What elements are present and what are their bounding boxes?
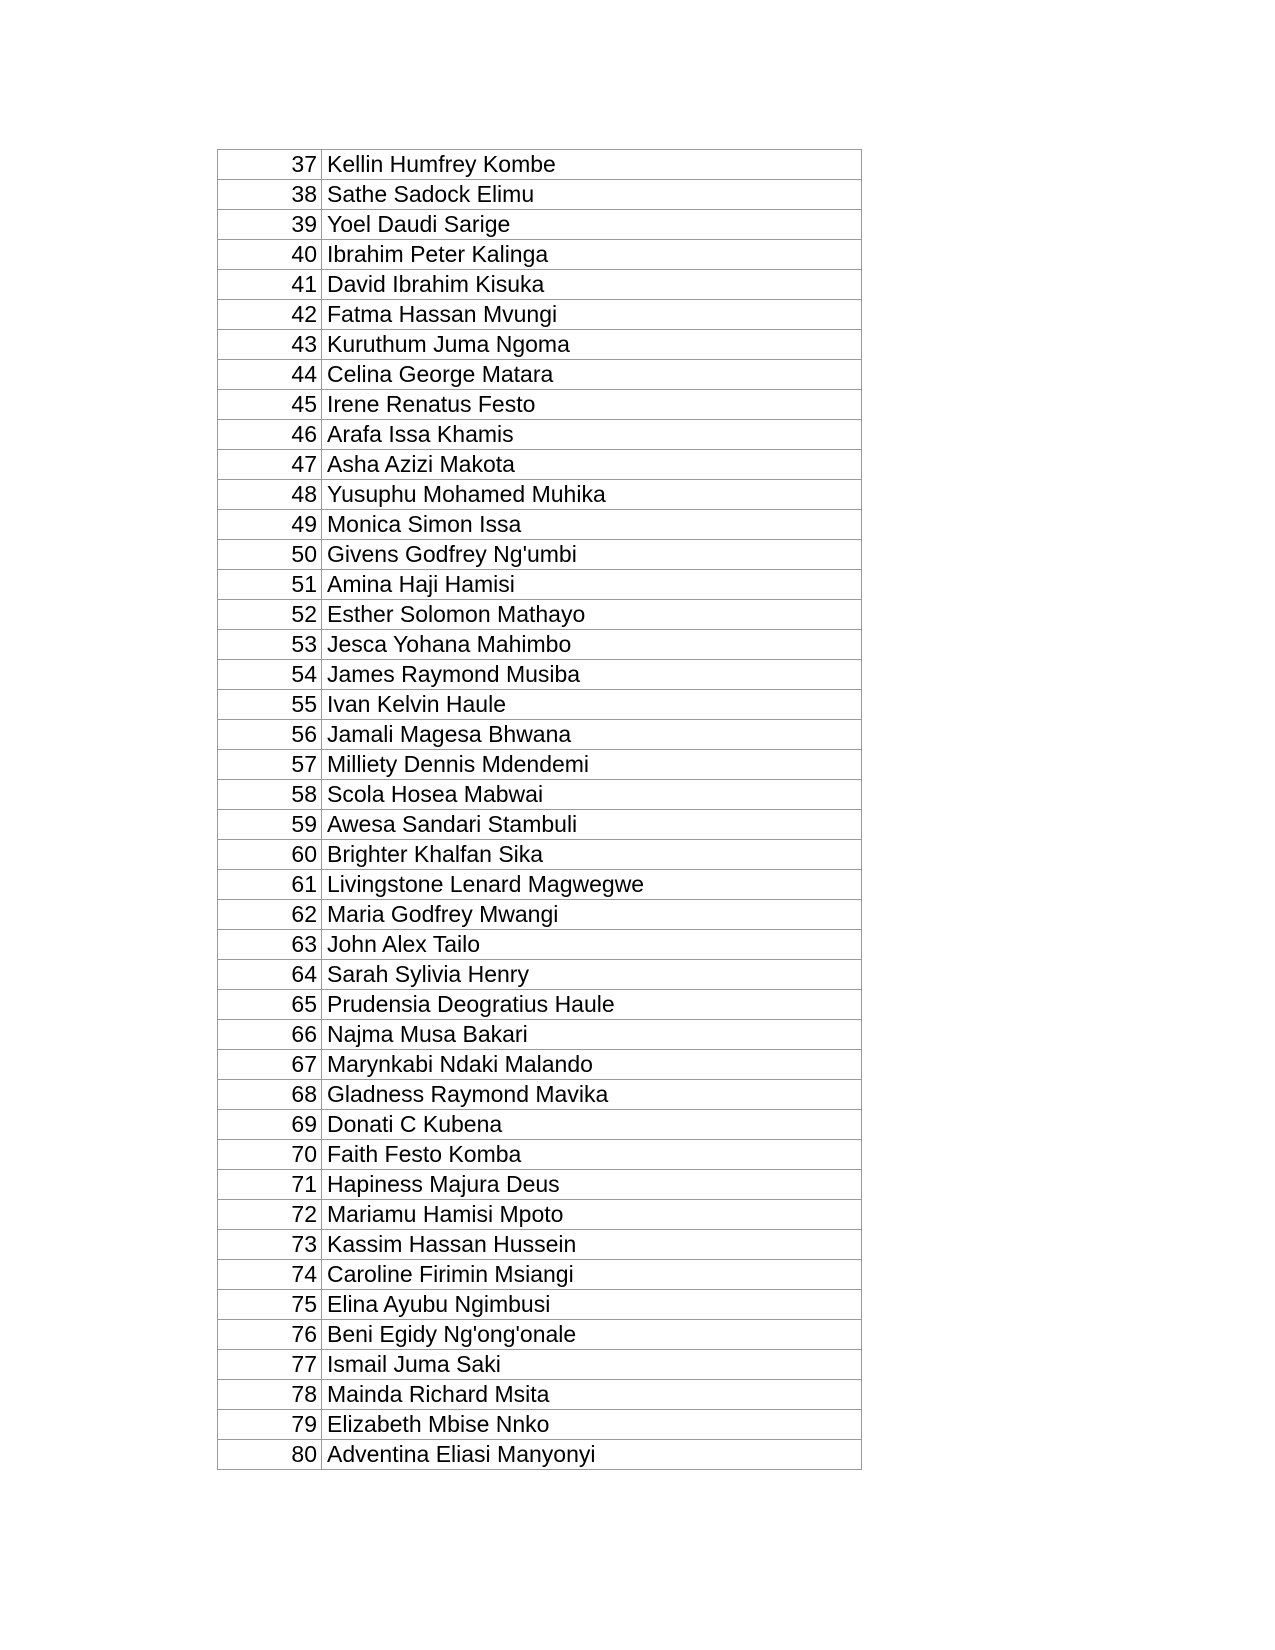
row-number-cell: 70	[218, 1140, 322, 1170]
person-name-cell: Yusuphu Mohamed Muhika	[322, 480, 862, 510]
row-number-cell: 51	[218, 570, 322, 600]
name-list-table	[217, 149, 862, 1470]
row-number-cell: 40	[218, 240, 322, 270]
table-row	[218, 1350, 862, 1380]
person-name-cell: Ibrahim Peter Kalinga	[322, 240, 862, 270]
row-number-cell: 55	[218, 690, 322, 720]
table-row	[218, 780, 862, 810]
row-number-cell: 47	[218, 450, 322, 480]
row-number-cell: 69	[218, 1110, 322, 1140]
table-row	[218, 1020, 862, 1050]
row-number-cell: 77	[218, 1350, 322, 1380]
person-name-cell: Celina George Matara	[322, 360, 862, 390]
table-row	[218, 270, 862, 300]
table-row	[218, 750, 862, 780]
person-name-cell: Irene Renatus Festo	[322, 390, 862, 420]
person-name-cell: David Ibrahim Kisuka	[322, 270, 862, 300]
row-number-cell: 45	[218, 390, 322, 420]
row-number-cell: 52	[218, 600, 322, 630]
person-name-cell: Awesa Sandari Stambuli	[322, 810, 862, 840]
person-name-cell: Caroline Firimin Msiangi	[322, 1260, 862, 1290]
table-row	[218, 300, 862, 330]
person-name-cell: Givens Godfrey Ng'umbi	[322, 540, 862, 570]
person-name-cell: Arafa Issa Khamis	[322, 420, 862, 450]
table-row	[218, 720, 862, 750]
table-row	[218, 240, 862, 270]
person-name-cell: Monica Simon Issa	[322, 510, 862, 540]
person-name-cell: Hapiness Majura Deus	[322, 1170, 862, 1200]
table-row	[218, 390, 862, 420]
table-row	[218, 1080, 862, 1110]
person-name-cell: Milliety Dennis Mdendemi	[322, 750, 862, 780]
row-number-cell: 79	[218, 1410, 322, 1440]
person-name-cell: Mariamu Hamisi Mpoto	[322, 1200, 862, 1230]
row-number-cell: 63	[218, 930, 322, 960]
table-row	[218, 360, 862, 390]
person-name-cell: Fatma Hassan Mvungi	[322, 300, 862, 330]
table-row	[218, 1170, 862, 1200]
row-number-cell: 60	[218, 840, 322, 870]
person-name-cell: Amina Haji Hamisi	[322, 570, 862, 600]
table-row	[218, 1410, 862, 1440]
row-number-cell: 54	[218, 660, 322, 690]
person-name-cell: Scola Hosea Mabwai	[322, 780, 862, 810]
row-number-cell: 64	[218, 960, 322, 990]
table-row	[218, 1230, 862, 1260]
row-number-cell: 44	[218, 360, 322, 390]
person-name-cell: Beni Egidy Ng'ong'onale	[322, 1320, 862, 1350]
row-number-cell: 49	[218, 510, 322, 540]
person-name-cell: Kellin Humfrey Kombe	[322, 150, 862, 180]
table-row	[218, 930, 862, 960]
table-row	[218, 900, 862, 930]
table-row	[218, 960, 862, 990]
person-name-cell: Jamali Magesa Bhwana	[322, 720, 862, 750]
person-name-cell: Kuruthum Juma Ngoma	[322, 330, 862, 360]
person-name-cell: Esther Solomon Mathayo	[322, 600, 862, 630]
person-name-cell: Gladness Raymond Mavika	[322, 1080, 862, 1110]
table-row	[218, 540, 862, 570]
row-number-cell: 50	[218, 540, 322, 570]
table-row	[218, 480, 862, 510]
person-name-cell: Sarah Sylivia Henry	[322, 960, 862, 990]
row-number-cell: 42	[218, 300, 322, 330]
row-number-cell: 46	[218, 420, 322, 450]
table-row	[218, 1110, 862, 1140]
person-name-cell: Kassim Hassan Hussein	[322, 1230, 862, 1260]
row-number-cell: 71	[218, 1170, 322, 1200]
row-number-cell: 43	[218, 330, 322, 360]
person-name-cell: Ivan Kelvin Haule	[322, 690, 862, 720]
row-number-cell: 72	[218, 1200, 322, 1230]
row-number-cell: 73	[218, 1230, 322, 1260]
person-name-cell: Marynkabi Ndaki Malando	[322, 1050, 862, 1080]
table-row	[218, 1380, 862, 1410]
table-row	[218, 630, 862, 660]
person-name-cell: Sathe Sadock Elimu	[322, 180, 862, 210]
table-row	[218, 840, 862, 870]
person-name-cell: Elina Ayubu Ngimbusi	[322, 1290, 862, 1320]
table-row	[218, 990, 862, 1020]
table-row	[218, 1200, 862, 1230]
table-row	[218, 870, 862, 900]
table-row	[218, 420, 862, 450]
person-name-cell: Elizabeth Mbise Nnko	[322, 1410, 862, 1440]
row-number-cell: 76	[218, 1320, 322, 1350]
person-name-cell: Yoel Daudi Sarige	[322, 210, 862, 240]
person-name-cell: Maria Godfrey Mwangi	[322, 900, 862, 930]
row-number-cell: 78	[218, 1380, 322, 1410]
table-row	[218, 1290, 862, 1320]
row-number-cell: 67	[218, 1050, 322, 1080]
table-row	[218, 600, 862, 630]
row-number-cell: 65	[218, 990, 322, 1020]
person-name-cell: Asha Azizi Makota	[322, 450, 862, 480]
person-name-cell: Adventina Eliasi Manyonyi	[322, 1440, 862, 1470]
person-name-cell: James Raymond Musiba	[322, 660, 862, 690]
name-list-body	[218, 150, 862, 1470]
table-row	[218, 330, 862, 360]
row-number-cell: 66	[218, 1020, 322, 1050]
row-number-cell: 41	[218, 270, 322, 300]
row-number-cell: 74	[218, 1260, 322, 1290]
table-row	[218, 1260, 862, 1290]
row-number-cell: 37	[218, 150, 322, 180]
table-row	[218, 1140, 862, 1170]
row-number-cell: 61	[218, 870, 322, 900]
person-name-cell: Donati C Kubena	[322, 1110, 862, 1140]
table-row	[218, 510, 862, 540]
table-row	[218, 1050, 862, 1080]
person-name-cell: Jesca Yohana Mahimbo	[322, 630, 862, 660]
table-row	[218, 450, 862, 480]
row-number-cell: 59	[218, 810, 322, 840]
table-row	[218, 150, 862, 180]
row-number-cell: 62	[218, 900, 322, 930]
table-row	[218, 570, 862, 600]
table-row	[218, 660, 862, 690]
row-number-cell: 38	[218, 180, 322, 210]
person-name-cell: Najma Musa Bakari	[322, 1020, 862, 1050]
person-name-cell: Livingstone Lenard Magwegwe	[322, 870, 862, 900]
row-number-cell: 56	[218, 720, 322, 750]
table-row	[218, 210, 862, 240]
table-row	[218, 1320, 862, 1350]
row-number-cell: 58	[218, 780, 322, 810]
person-name-cell: Brighter Khalfan Sika	[322, 840, 862, 870]
person-name-cell: Prudensia Deogratius Haule	[322, 990, 862, 1020]
row-number-cell: 75	[218, 1290, 322, 1320]
person-name-cell: Mainda Richard Msita	[322, 1380, 862, 1410]
person-name-cell: John Alex Tailo	[322, 930, 862, 960]
row-number-cell: 53	[218, 630, 322, 660]
row-number-cell: 48	[218, 480, 322, 510]
row-number-cell: 68	[218, 1080, 322, 1110]
table-row	[218, 180, 862, 210]
table-row	[218, 690, 862, 720]
row-number-cell: 39	[218, 210, 322, 240]
table-row	[218, 810, 862, 840]
person-name-cell: Ismail Juma Saki	[322, 1350, 862, 1380]
row-number-cell: 80	[218, 1440, 322, 1470]
person-name-cell: Faith Festo Komba	[322, 1140, 862, 1170]
table-row	[218, 1440, 862, 1470]
row-number-cell: 57	[218, 750, 322, 780]
